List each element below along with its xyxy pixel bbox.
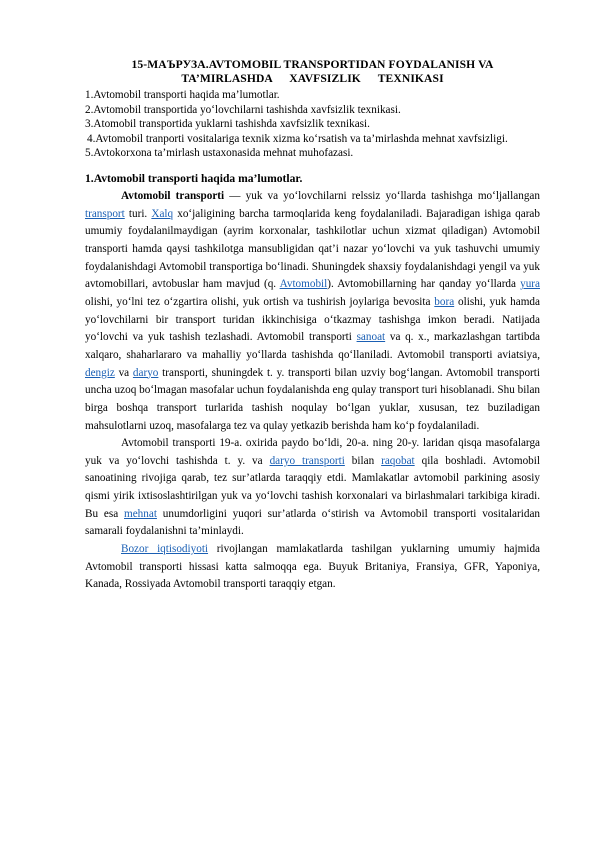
link-mehnat[interactable]: mehnat <box>124 507 157 520</box>
link-bozor-iqtisodiyoti[interactable]: Bozor iqtisodiyoti <box>121 543 209 556</box>
paragraph-1 <box>85 188 540 435</box>
text: olishi, yo‘lni tez o‘zgartira olishi, yuk ortish va tushirish joylariga bevosita <box>85 295 435 308</box>
link-avtomobil[interactable]: Avtomobil <box>279 278 328 291</box>
link-daryo-transporti[interactable]: daryo transporti <box>269 454 345 467</box>
title-line-2: TA’MIRLASHDA XAVFSIZLIK TEXNIKASI <box>181 72 444 85</box>
text: va <box>114 366 133 379</box>
term-avtomobil-transporti: Avtomobil transporti <box>121 189 225 202</box>
text: qila boshladi. Avtomobil sanoatining rivojiga qarab, tez sur’atlarda taraqqiy etdi. Mamlakatlar avtomobil parkining asosiy qismi yirik ixtisoslashtirilgan yuk va yo‘lovchi tashish korxonalari va birlashmalari tarkibiga kiradi. Bu esa <box>85 454 540 520</box>
text: — yuk va yo‘lovchilarni relssiz yo‘llarda tashishga mo‘ljallangan <box>224 189 540 202</box>
topic-item: 4.Avtomobil tranporti vositalariga texnik xizma ko‘rsatish va ta’mirlashda mehnat xavfsizligi. <box>87 132 508 145</box>
link-raqobat[interactable]: raqobat <box>381 454 415 467</box>
paragraph-3 <box>85 541 540 594</box>
topic-item: 2.Avtomobil transportida yo‘lovchilarni tashishda xavfsizlik texnikasi. <box>85 103 401 116</box>
paragraph-2 <box>85 435 540 541</box>
text: xo‘jaligining barcha tarmoqlarida keng foydalaniladi. Bajaradigan ishiga qarab umumiy foydalanilmaydigan (ayrim korxonalar, tashkilotlar uchun xizmat qiladigan) Avtomobil transporti hamda qaysi tashkilotga mansubligidan qat’i nazar yo‘lovchi va yuk tashuvchi umumiy foydalanishdagi Avtomobil transportiga bo‘linadi. Shuningdek shaxsiy foydalanishdagi yengil va yuk avtomobillari, avtobuslar ham mavjud (q. <box>85 207 540 291</box>
section-heading: 1.Avtomobil transporti haqida ma’lumotlar. <box>85 171 303 185</box>
text: olishi, yuk hamda yo‘lovchilarni bir transport turidan ikkinchisiga o‘tkazmay tashishga imkon beradi. Natijada yo‘lovchi va yuk tashish tezlashadi. Avtomobil transporti <box>85 295 540 344</box>
text: ). Avtomobillarning har qanday yo‘llarda <box>327 278 521 291</box>
document-page <box>85 58 540 594</box>
text: unumdorligini yuqori sur’atlarda o‘stirish va Avtomobil transporti vositalaridan samarali foydalanishni ta’minlaydi. <box>85 507 540 538</box>
topic-item: 1.Avtomobil transporti haqida ma’lumotlar. <box>85 89 280 101</box>
text: bilan <box>344 454 382 467</box>
link-xalq[interactable]: Xalq <box>151 207 174 220</box>
link-transport[interactable]: transport <box>85 207 125 220</box>
link-sanoat[interactable]: sanoat <box>356 331 386 344</box>
title-line-1: 15-МАЪРУЗА.AVTOMOBIL TRANSPORTIDAN FOYDALANISH VA <box>131 58 494 71</box>
text: turi. <box>124 207 152 220</box>
text: transporti, shuningdek t. y. transporti bilan uzviy bog‘langan. Avtomobil transporti uncha uzoq bo‘lmagan masofalar uchun foydalanishda eng qulay transport turi hisoblanadi. Shu bilan birga boshqa transport turlarida tashish noqulay bo‘lgan yuklar, xususan, tez buziladigan mahsulotlarni uzoq, masofalarga tez va qulay yetkazib berishda ham ko‘p foydalaniladi. <box>85 366 540 432</box>
link-daryo[interactable]: daryo <box>132 366 159 379</box>
text: va q. x., markazlashgan tartibda xalqaro, shaharlararo va mahalliy yo‘llarda tashishda qo‘llaniladi. Avtomobil transporti aviatsiya, <box>85 331 540 361</box>
text: Avtomobil transporti 19-a. oxirida paydo bo‘ldi, 20-a. ning 20-y. laridan qisqa masofalarga yuk va yo‘lovchi tashishda t. y. va <box>85 437 540 467</box>
text: rivojlangan mamlakatlarda tashilgan yuklarning umumiy hajmida Avtomobil transporti hissasi katta salmoqqa ega. Buyuk Britaniya, Fransiya, GFR, Yaponiya, Kanada, Rossiyada Avtomobil transporti taraqqiy etgan. <box>85 543 540 591</box>
lecture-title <box>85 58 540 86</box>
topic-item: 5.Avtokorxona ta’mirlash ustaxonasida mehnat muhofazasi. <box>85 147 354 160</box>
topics-list <box>85 88 540 161</box>
topic-item: 3.Atomobil transportida yuklarni tashishda xavfsizlik texnikasi. <box>85 118 370 131</box>
link-bora[interactable]: bora <box>434 295 455 308</box>
link-dengiz[interactable]: dengiz <box>85 366 115 379</box>
link-yura[interactable]: yura <box>520 278 540 291</box>
